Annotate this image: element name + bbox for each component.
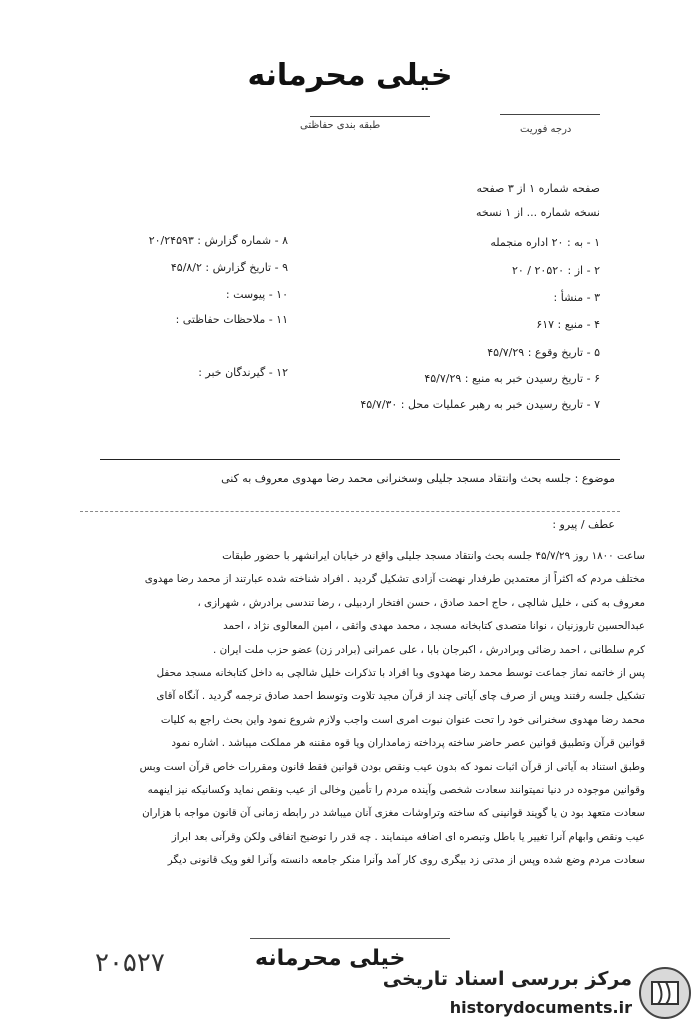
report-date-field: ۹ - تاریخ گزارش : ۴۵/۸/۲ [170,261,288,274]
priority-label: درجه فوریت [520,124,572,135]
body-line: پس از خاتمه نماز جماعت توسط محمد رضا مهدوی وبا افراد با تذکرات خلیل شالچی به داخل کتابخانه مسجد محفل [156,667,645,680]
body-line: سعادت متعهد بود ن یا گویند قوانینی که ساخته وتراوشات مغزی آنان میباشد در رابطه زمانی آن قانون مواجه با هزاران [142,807,645,820]
body-line: عیب ونقص وابهام آنرا تغییر یا باطل وتبصره ای اضافه مینمایند . چه قدر را توضیح اتفاقی ولکن وقرآنی بعد ابراز [171,830,645,843]
classification-title: خیلی محرمانه [247,58,453,93]
body-line: تشکیل جلسه رفتند وپس از صرف چای آیاتی چند از قرآن مجید تلاوت وتوسط احمد صادق ترجمه گردید . آنگاه آقای [156,690,645,703]
page-number-field: صفحه شماره ۱ از ۳ صفحه [476,182,600,195]
received-source-date-field: ۶ - تاریخ رسیدن خبر به منبع : ۴۵/۷/۲۹ [424,372,600,385]
report-body [40,545,645,873]
copy-number-field: نسخه شماره ... از ۱ نسخه [475,206,600,219]
attachment-field: ۱۰ - پیوست : [225,288,288,301]
source-field: ۴ - منبع : ۶۱۷ [536,318,600,331]
body-line: وقوانین موجوده در دنیا نمیتوانند سعادت شخصی وآینده مردم را تأمین وخالی از عیب ونقص نماید وکسانیکه نیز اینهمه [147,784,645,797]
watermark-title: مرکز بررسی اسناد تاریخی [382,968,632,990]
security-notes-field: ۱۱ - ملاحظات حفاظتی : [175,313,288,326]
report-number-field: ۸ - شماره گزارش : ۲۰/۲۴۵۹۳ [148,234,288,247]
body-line: وطبق استناد به آیاتی از قرآن اثبات نمود که بدون عیب ونقص بودن قوانین فقط قانون ومقررات خاص قرآن است وبس [139,760,645,773]
event-date-field: ۵ - تاریخ وقوع : ۴۵/۷/۲۹ [487,346,600,359]
body-line: قوانین قرآن وتطبیق قوانین عصر حاضر ساخته پرداخته زمامداران ویا قوه مقننه هر مملکت میباشد . اشاره نمود [171,737,645,750]
footer-rule [250,938,450,939]
archive-watermark [382,962,698,1028]
body-line: عبدالحسین تاروزنیان ، نوانا متصدی کتابخانه مسجد ، محمد مهدی واثقی ، امین المعالوی نژاد ، احمد [223,620,645,633]
recipients-field: ۱۲ - گیرندگان خبر : [198,366,288,379]
to-field: ۱ - به : ۲۰ اداره منجمله [490,236,600,249]
archive-logo-icon [638,966,692,1020]
body-line: ساعت ۱۸۰۰ روز ۴۵/۷/۲۹ جلسه بحث وانتقاد مسجد جلیلی واقع در خیابان ایرانشهر با حضور طبقات [222,550,645,562]
reference-rule [80,511,620,512]
from-field: ۲ - از : ۲۰۵۲۰ / ۲۰ [511,264,600,277]
reference-line: عطف / پیرو : [552,518,615,531]
classification-line [310,116,430,117]
body-line: سعادت مردم وضع شده وپس از مدتی زد بیگری روی کار آمد وآنرا منکر جامعه دانسته وآنرا لغو ویک قانونی دیگر [167,854,645,867]
origin-field: ۳ - منشأ : [553,291,600,304]
received-ops-date-field: ۷ - تاریخ رسیدن خبر به رهبر عملیات محل : ۴۵/۷/۳۰ [360,398,600,411]
body-line: کرم سلطانی ، احمد رضائی وبرادرش ، اکبرجان بابا ، علی عمرانی (برادر زن) عضو حزب ملت ایران . [213,643,645,656]
priority-line [500,114,600,115]
body-line: محمد رضا مهدوی سخنرانی خود را تحت عنوان نبوت امری است واجب ولازم شروع نمود واین بحث راجع به کلیات [160,713,645,726]
classification-label: طبقه بندی حفاظتی [300,120,381,131]
body-line: مختلف مردم که اکثراً از معتمدین طرفدار نهضت آزادی تشکیل گردید . افراد شناخته شده عبارتند از محمد رضا مهدوی [144,573,645,586]
handwritten-archive-number: ۲۰۵۲۷ [95,948,165,978]
watermark-url: historydocuments.ir [449,998,632,1017]
subject-line: موضوع : جلسه بحث وانتقاد مسجد جلیلی وسخنرانی محمد رضا مهدوی معروف به کنی [221,472,615,485]
body-line: معروف به کنی ، خلیل شالچی ، حاج احمد صادق ، حسن افتخار اردبیلی ، رضا تندسی برادرش ، شهرازی ، [197,596,645,609]
section-separator [100,459,620,460]
footer-classification: خیلی محرمانه [255,946,406,971]
